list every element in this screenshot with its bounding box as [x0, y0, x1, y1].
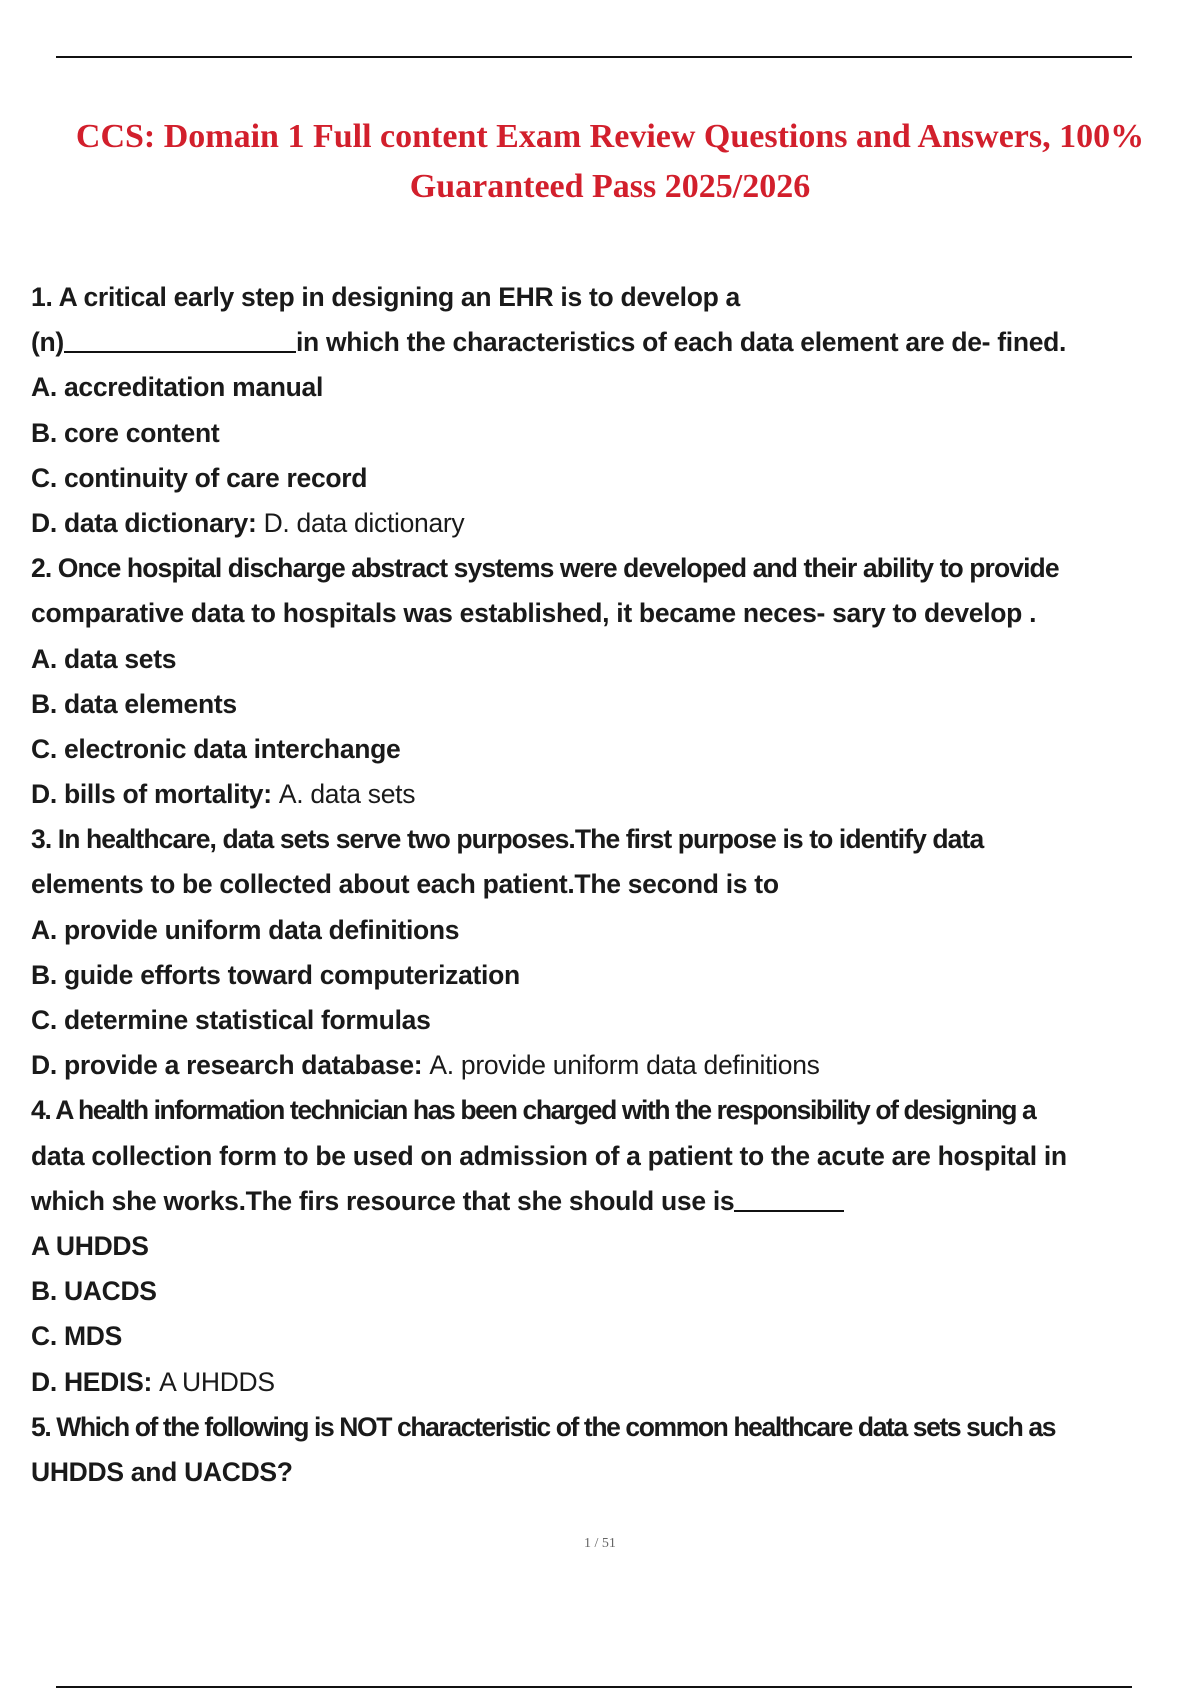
q3-answer: A. provide uniform data definitions: [429, 1050, 820, 1081]
q1-stem-line-2: [31, 320, 1191, 365]
q2-option-d-label: D. bills of mortality:: [31, 779, 272, 810]
q5-stem-line-1: 5. Which of the following is NOT characteristic of the common healthcare data sets such as: [31, 1411, 1056, 1442]
q2-stem-line-1: 2. Once hospital discharge abstract systems were developed and their ability to provide: [31, 553, 1059, 584]
q1-stem-suffix: in which the characteristics of each data element are de- fined.: [295, 327, 1067, 358]
q3-option-a: A. provide uniform data definitions: [31, 914, 460, 945]
q1-option-c: C. continuity of care record: [31, 462, 368, 493]
q3-stem-line-2: elements to be collected about each patient.The second is to: [31, 869, 779, 900]
q1-answer: D. data dictionary: [263, 507, 465, 538]
q1-stem-prefix: (n): [31, 327, 64, 358]
q4-option-d: [31, 1360, 1191, 1405]
q1-option-d: [31, 501, 1191, 546]
q2-option-b: B. data elements: [31, 688, 237, 719]
question-list: [31, 275, 1191, 1495]
top-rule: [56, 56, 1132, 58]
q4-answer: A UHDDS: [159, 1366, 275, 1397]
title-line-1: CCS: Domain 1 Full content Exam Review Questions and Answers, 100%: [75, 118, 1145, 155]
q4-option-c: C. MDS: [31, 1321, 122, 1352]
q4-stem-line-3: [31, 1179, 1191, 1224]
q5-stem-line-2: UHDDS and UACDS?: [31, 1456, 293, 1487]
q4-option-b: B. UACDS: [31, 1276, 157, 1307]
q3-option-c: C. determine statistical formulas: [31, 1005, 431, 1035]
q2-option-a: A. data sets: [31, 643, 177, 674]
q2-option-d: [31, 772, 1191, 817]
q3-option-d-label: D. provide a research database:: [31, 1050, 423, 1081]
q2-option-c: C. electronic data interchange: [31, 733, 401, 764]
q4-option-a: A UHDDS: [31, 1230, 149, 1261]
q1-option-a: A. accreditation manual: [31, 372, 324, 403]
q3-option-d: [31, 1043, 1191, 1088]
q4-answer-blank: [734, 1184, 844, 1212]
q3-stem-line-1: 3. In healthcare, data sets serve two purposes.The first purpose is to identify data: [31, 824, 984, 855]
bottom-rule: [56, 1686, 1132, 1688]
title-line-2: Guaranteed Pass 2025/2026: [409, 168, 811, 205]
document-title: [30, 112, 1190, 212]
q2-stem-line-2: comparative data to hospitals was established, it became neces- sary to develop .: [31, 598, 1037, 629]
q4-stem-line-1: 4. A health information technician has been charged with the responsibility of designing a: [31, 1095, 1036, 1126]
q1-stem-line-1: 1. A critical early step in designing an EHR is to develop a: [31, 282, 740, 312]
page-number: 1 / 51: [584, 1536, 616, 1551]
q1-option-d-label: D. data dictionary:: [31, 507, 257, 538]
q1-option-b: B. core content: [31, 417, 220, 448]
q4-option-d-label: D. HEDIS:: [31, 1366, 152, 1397]
q2-answer: A. data sets: [278, 779, 416, 810]
q3-option-b: B. guide efforts toward computerization: [31, 959, 520, 990]
q4-stem-line-2: data collection form to be used on admission of a patient to the acute are hospital in: [31, 1140, 1067, 1171]
q4-stem-text: which she works.The firs resource that she should use is: [31, 1185, 735, 1216]
q1-answer-blank: [64, 325, 296, 353]
